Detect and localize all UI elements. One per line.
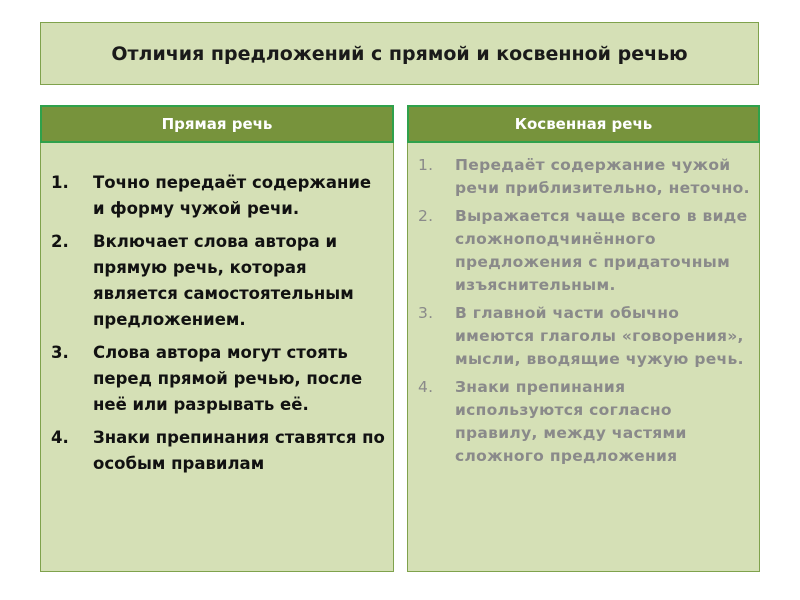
indirect-speech-panel [407, 143, 760, 572]
item-number: 3. [51, 343, 69, 362]
page-title: Отличия предложений с прямой и косвенной речью [111, 42, 688, 65]
item-number: 1. [51, 173, 69, 192]
item-number: 3. [418, 304, 434, 322]
list-item [418, 376, 753, 468]
item-text: Точно передаёт содержание и форму чужой речи. [93, 173, 372, 218]
list-item [418, 302, 753, 371]
item-text: Включает слова автора и прямую речь, которая является самостоятельным предложением. [93, 232, 354, 329]
direct-speech-list [41, 143, 393, 477]
list-item [51, 229, 385, 333]
item-text: Выражается чаще всего в виде сложноподчинённого предложения с придаточным изъяснительным. [455, 207, 748, 294]
item-number: 2. [418, 207, 434, 225]
direct-speech-header: Прямая речь [40, 105, 394, 143]
item-text: Знаки препинания используются согласно правилу, между частями сложного предложения [455, 378, 687, 465]
indirect-speech-list [408, 143, 759, 468]
list-item [51, 170, 385, 222]
indirect-speech-header: Косвенная речь [407, 105, 760, 143]
list-item [418, 205, 753, 297]
item-number: 1. [418, 156, 434, 174]
title-box [40, 22, 759, 85]
item-text: В главной части обычно имеются глаголы «говорения», мысли, вводящие чужую речь. [455, 304, 744, 368]
direct-speech-panel [40, 143, 394, 572]
list-item [51, 425, 385, 477]
item-text: Слова автора могут стоять перед прямой речью, после неё или разрывать её. [93, 343, 363, 414]
item-number: 2. [51, 232, 69, 251]
item-text: Знаки препинания ставятся по особым правилам [93, 428, 385, 473]
item-number: 4. [418, 378, 434, 396]
list-item [418, 154, 753, 200]
list-item [51, 340, 385, 418]
item-text: Передаёт содержание чужой речи приблизительно, неточно. [455, 156, 750, 197]
item-number: 4. [51, 428, 69, 447]
